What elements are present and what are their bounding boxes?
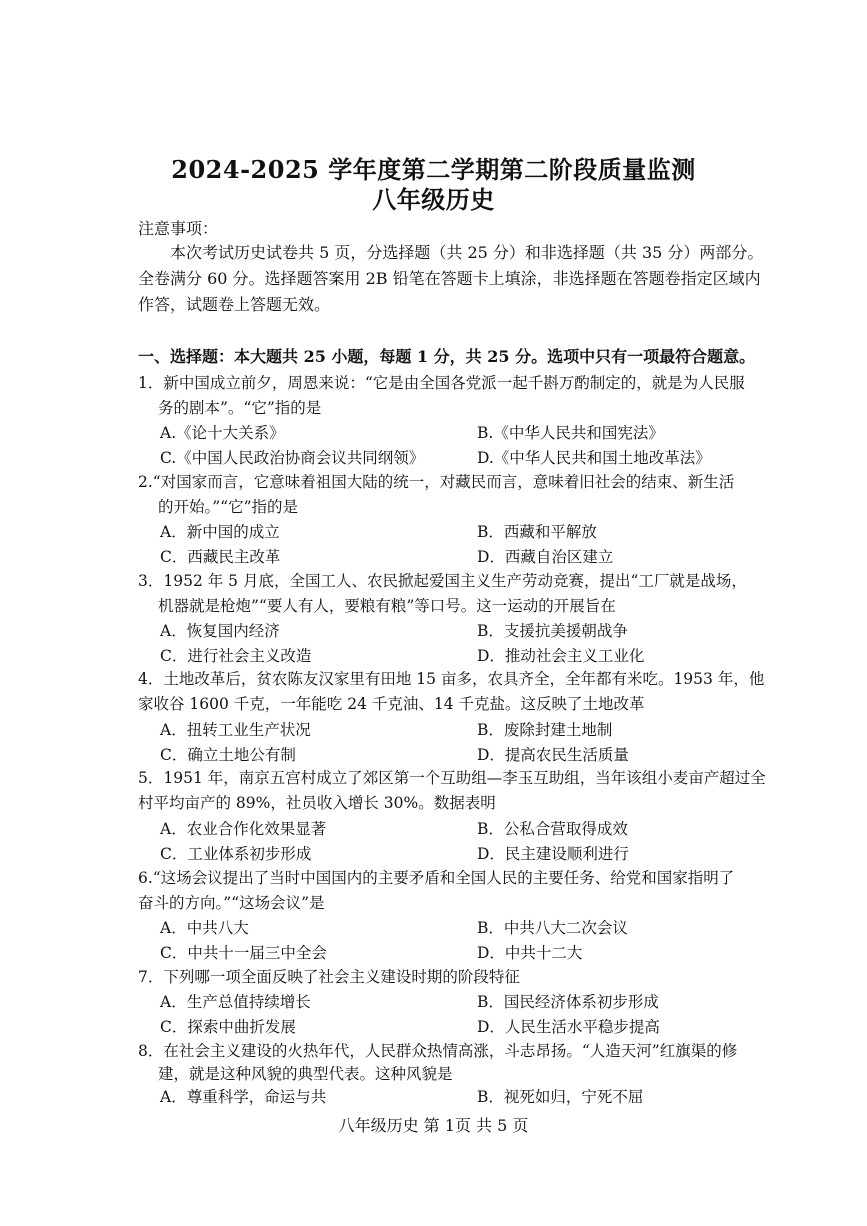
question-5-text: 5．1951 年，南京五宫村成立了郊区第一个互助组—李玉互助组，当年该组小麦亩产超过全村平均亩产的 89%，社员收入增长 30%。数据表明 — [138, 769, 766, 812]
question-1-line-2: 务的剧本”。“它”指的是 — [158, 399, 322, 417]
question-2-option-a: A．新中国的成立 — [160, 523, 280, 541]
exam-title: 2024-2025 学年度第二学期第二阶段质量监测 — [171, 155, 696, 184]
question-3-line-1: 3．1952 年 5 月底，全国工人、农民掀起爱国主义生产劳动竞赛，提出“工厂就是战场， — [138, 572, 747, 590]
question-6-line-2: 奋斗的方向。”“这场会议”是 — [138, 894, 325, 912]
question-8-option-b: B．视死如归，宁死不屈 — [477, 1088, 644, 1106]
notice-text: 本次考试历史试卷共 5 页，分选择题（共 25 分）和非选择题（共 35 分）两部分。全卷满分 60 分。选择题答案用 2B 铅笔在答题卡上填涂，非选择题在答题卷指定区域内作答，试题卷上答题无效。 — [138, 243, 764, 314]
question-2-line-2: 的开始。”“它”指的是 — [158, 498, 299, 516]
question-8-line-2: 建，就是这种风貌的典型代表。这种风貌是 — [158, 1065, 453, 1083]
question-7-option-a: A．生产总值持续增长 — [160, 993, 311, 1011]
question-3-line-2: 机器就是枪炮”“要人有人，要粮有粮”等口号。这一运动的开展旨在 — [158, 597, 616, 615]
question-2-line-1: 2.“对国家而言，它意味着祖国大陆的统一，对藏民而言，意味着旧社会的结束、新生活 — [138, 473, 735, 491]
question-2-option-c: C．西藏民主改革 — [160, 548, 281, 566]
question-6-option-c: C．中共十一届三中全会 — [160, 944, 327, 962]
question-7-option-c: C．探索中曲折发展 — [160, 1018, 296, 1036]
question-4-option-b: B．废除封建土地制 — [477, 721, 613, 739]
question-1-option-b: B.《中华人民共和国宪法》 — [477, 424, 664, 442]
question-8-option-a: A．尊重科学，命运与共 — [160, 1088, 327, 1106]
question-3-option-c: C．进行社会主义改造 — [160, 647, 312, 665]
question-2-option-d: D．西藏自治区建立 — [477, 548, 614, 566]
notice-label: 注意事项： — [138, 219, 219, 238]
question-3-option-b: B．支援抗美援朝战争 — [477, 622, 628, 640]
question-6-line-1: 6.“这场会议提出了当时中国国内的主要矛盾和全国人民的主要任务、给党和国家指明了 — [138, 869, 735, 887]
question-4-option-c: C．确立土地公有制 — [160, 746, 296, 764]
question-4-text: 4．土地改革后，贫农陈友汉家里有田地 15 亩多，农具齐全，全年都有米吃。1953 年，他家收谷 1600 千克，一年能吃 24 千克油、14 千克盐。这反映了土地改革 — [138, 670, 765, 713]
question-1-option-c: C.《中国人民政治协商会议共同纲领》 — [160, 449, 425, 467]
page-footer: 八年级历史 第 1页 共 5 页 — [338, 1116, 529, 1135]
question-7-option-b: B．国民经济体系初步形成 — [477, 993, 659, 1011]
question-1-line-1: 1．新中国成立前夕，周恩来说：“它是由全国各党派一起千斟万酌制定的，就是为人民服 — [138, 374, 745, 392]
question-3-option-d: D．推动社会主义工业化 — [477, 647, 645, 665]
question-7-option-d: D．人民生活水平稳步提高 — [477, 1018, 660, 1036]
question-5-option-c: C．工业体系初步形成 — [160, 845, 312, 863]
section-heading: 一、选择题：本大题共 25 小题，每题 1 分，共 25 分。选项中只有一项最符合题意。 — [138, 347, 756, 366]
exam-subject-title: 八年级历史 — [372, 185, 495, 214]
question-1-option-d: D.《中华人民共和国土地改革法》 — [477, 449, 711, 467]
question-4-option-d: D．提高农民生活质量 — [477, 746, 629, 764]
question-1-option-a: A.《论十大关系》 — [160, 424, 285, 442]
question-6-option-b: B．中共八大二次会议 — [477, 919, 628, 937]
question-8-line-1: 8．在社会主义建设的火热年代，人民群众热情高涨，斗志昂扬。“人造天河”红旗渠的修 — [138, 1042, 738, 1060]
question-5-option-d: D．民主建设顺利进行 — [477, 845, 629, 863]
question-6-option-d: D．中共十二大 — [477, 944, 583, 962]
question-7-line-1: 7．下列哪一项全面反映了社会主义建设时期的阶段特征 — [138, 968, 520, 986]
question-6-option-a: A．中共八大 — [160, 919, 249, 937]
question-3-option-a: A．恢复国内经济 — [160, 622, 280, 640]
question-5-option-a: A．农业合作化效果显著 — [160, 820, 327, 838]
question-4-option-a: A．扭转工业生产状况 — [160, 721, 311, 739]
question-2-option-b: B．西藏和平解放 — [477, 523, 597, 541]
question-5-option-b: B．公私合营取得成效 — [477, 820, 628, 838]
